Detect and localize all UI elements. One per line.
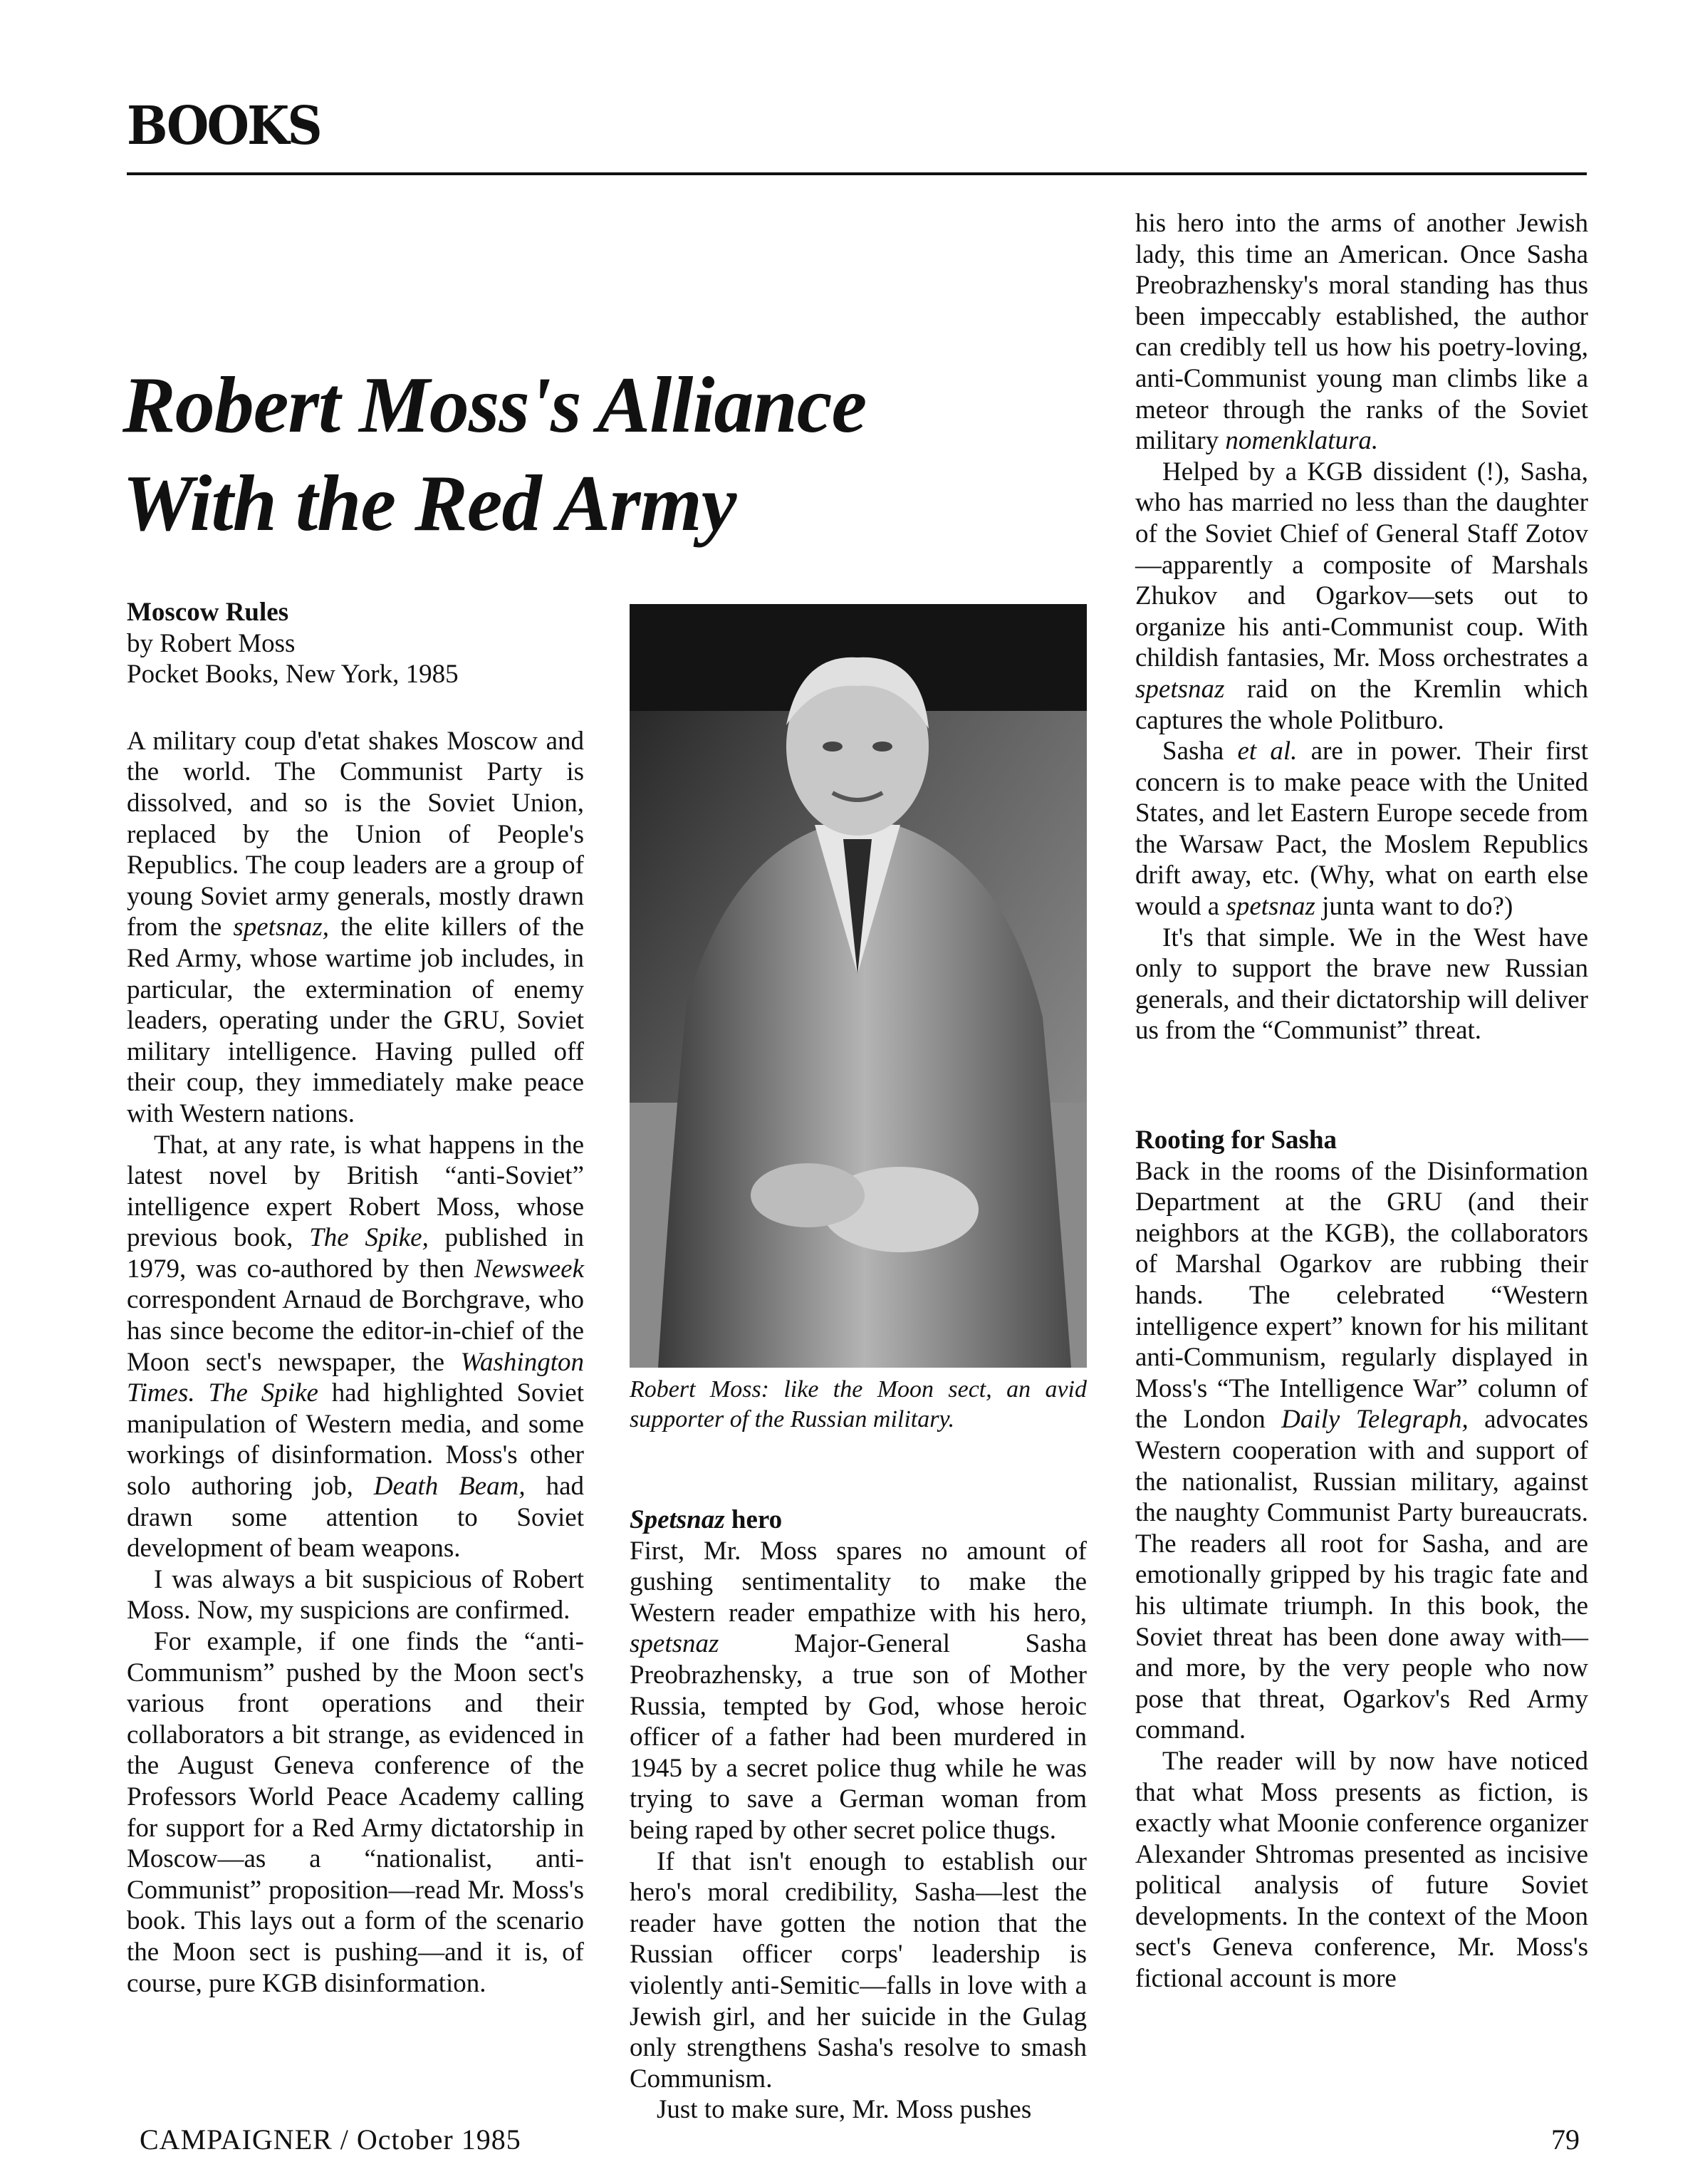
paragraph: If that isn't enough to establish our hero's moral credibility, Sasha—lest the reader have gotten the notion that the Russian officer corps' leadership is violently anti-Semitic—falls in love with a Jewish girl, and her suicide in the Gulag only strengthens Sasha's resolve to smash Communism. bbox=[630, 1846, 1087, 2094]
paragraph: his hero into the arms of another Jewish lady, this time an American. Once Sasha Preobrazhensky's moral standing has thus been impeccably established, the author can credibly tell us how his poetry-loving, anti-Communist young man climbs like a meteor through the ranks of the Soviet military nomenklatura. bbox=[1135, 209, 1588, 456]
page-number: 79 bbox=[1551, 2123, 1580, 2156]
section-heading: BOOKS bbox=[127, 95, 320, 157]
paragraph: I was always a bit suspicious of Robert Moss. Now, my suspicions are confirmed. bbox=[127, 1564, 584, 1626]
headline-line-2: With the Red Army bbox=[122, 459, 736, 548]
article-headline bbox=[122, 356, 1034, 553]
column-1 bbox=[127, 597, 584, 1999]
footer-publication: CAMPAIGNER / October 1985 bbox=[140, 2123, 521, 2156]
subheading-rooting-for-sasha: Rooting for Sasha bbox=[1135, 1125, 1338, 1155]
column-3 bbox=[1135, 208, 1588, 1995]
book-info bbox=[127, 597, 584, 690]
paragraph: It's that simple. We in the West have only to support the brave new Russian generals, and their dictatorship will deliver us from the “Communist” threat. bbox=[1135, 922, 1588, 1046]
paragraph: Helped by a KGB dissident (!), Sasha, who has married no less than the daughter of the Soviet Chief of General Staff Zotov—apparently a composite of Marshals Zhukov and Ogarkov—sets out to organize his anti-Communist coup. With childish fantasies, Mr. Moss orchestrates a spetsnaz raid on the Kremlin which captures the whole Politburo. bbox=[1135, 457, 1588, 735]
paragraph: First, Mr. Moss spares no amount of gushing sentimentality to make the Western reader empathize with his hero, spetsnaz Major-General Sasha Preobrazhensky, a true son of Mother Russia, tempted by God, whose heroic officer of a father had been murdered in 1945 by a secret police thug while he was trying to save a German woman from being raped by other secret police thugs. bbox=[630, 1536, 1087, 1845]
author-photo-image bbox=[630, 604, 1087, 1368]
column-2 bbox=[630, 1504, 1087, 2126]
paragraph: A military coup d'etat shakes Moscow and the world. The Communist Party is dissolved, and so is the Soviet Union, replaced by the Union of People's Republics. The coup leaders are a group of young Soviet army generals, mostly drawn from the spetsnaz, the elite killers of the Red Army, whose wartime job includes, in particular, the extermination of enemy leaders, operating under the GRU, Soviet military intelligence. Having pulled off their coup, they immediately make peace with Western nations. bbox=[127, 726, 584, 1128]
photo-caption: Robert Moss: like the Moon sect, an avid supporter of the Russian military. bbox=[630, 1376, 1087, 1432]
paragraph: For example, if one finds the “anti-Communism” pushed by the Moon sect's various front operations and their collaborators a bit strange, as evidenced in the August Geneva conference of the Professors World Peace Academy calling for support for a Red Army dictatorship in Moscow—as a “nationalist, anti-Communist” proposition—read Mr. Moss's book. This lays out a form of the scenario the Moon sect is pushing—and it is, of course, pure KGB disinformation. bbox=[127, 1627, 584, 1998]
paragraph: That, at any rate, is what happens in the latest novel by British “anti-Soviet” intelligence expert Robert Moss, whose previous book, The Spike, published in 1979, was co-authored by then Newsweek correspondent Arnaud de Borchgrave, who has since become the editor-in-chief of the Moon sect's newspaper, the Washington Times. The Spike had highlighted Soviet manipulation of Western media, and some workings of disinformation. Moss's other solo authoring job, Death Beam, had drawn some attention to Soviet development of beam weapons. bbox=[127, 1130, 585, 1564]
header-rule bbox=[127, 172, 1587, 175]
paragraph: Just to make sure, Mr. Moss pushes bbox=[657, 2095, 1032, 2125]
subheading-spetsnaz-hero: Spetsnaz hero bbox=[630, 1505, 783, 1534]
book-author: by Robert Moss bbox=[127, 628, 296, 658]
book-publisher: Pocket Books, New York, 1985 bbox=[127, 660, 459, 690]
paragraph: Back in the rooms of the Disinformation Department at the GRU (and their neighbors at the KGB), the collaborators of Marshal Ogarkov are rubbing their hands. The celebrated “Western intelligence expert” known for his militant anti-Communism, regularly displayed in Moss's “The Intelligence War” column of the London Daily Telegraph, advocates Western cooperation with and support of the nationalist, Russian military, against the naughty Communist Party bureaucrats. The readers all root for Sasha, and are emotionally gripped by his tragic fate and his ultimate triumph. In this book, the Soviet threat has been done away with—and more, by the very people who now pose that threat, Ogarkov's Red Army command. bbox=[1135, 1156, 1588, 1745]
author-photo bbox=[630, 604, 1087, 1368]
paragraph: The reader will by now have noticed that what Moss presents as fiction, is exactly what Moonie conference organizer Alexander Shtromas presented as incisive political analysis of future Soviet developments. In the context of the Moon sect's Geneva conference, Mr. Moss's fictional account is more bbox=[1135, 1746, 1588, 1994]
paragraph: Sasha et al. are in power. Their first concern is to make peace with the United States, and let Eastern Europe secede from the Warsaw Pact, the Moslem Republics drift away, etc. (Why, what on earth else would a spetsnaz junta want to do?) bbox=[1135, 737, 1588, 922]
headline-line-1: Robert Moss's Alliance bbox=[122, 361, 867, 449]
book-title: Moscow Rules bbox=[127, 598, 289, 627]
